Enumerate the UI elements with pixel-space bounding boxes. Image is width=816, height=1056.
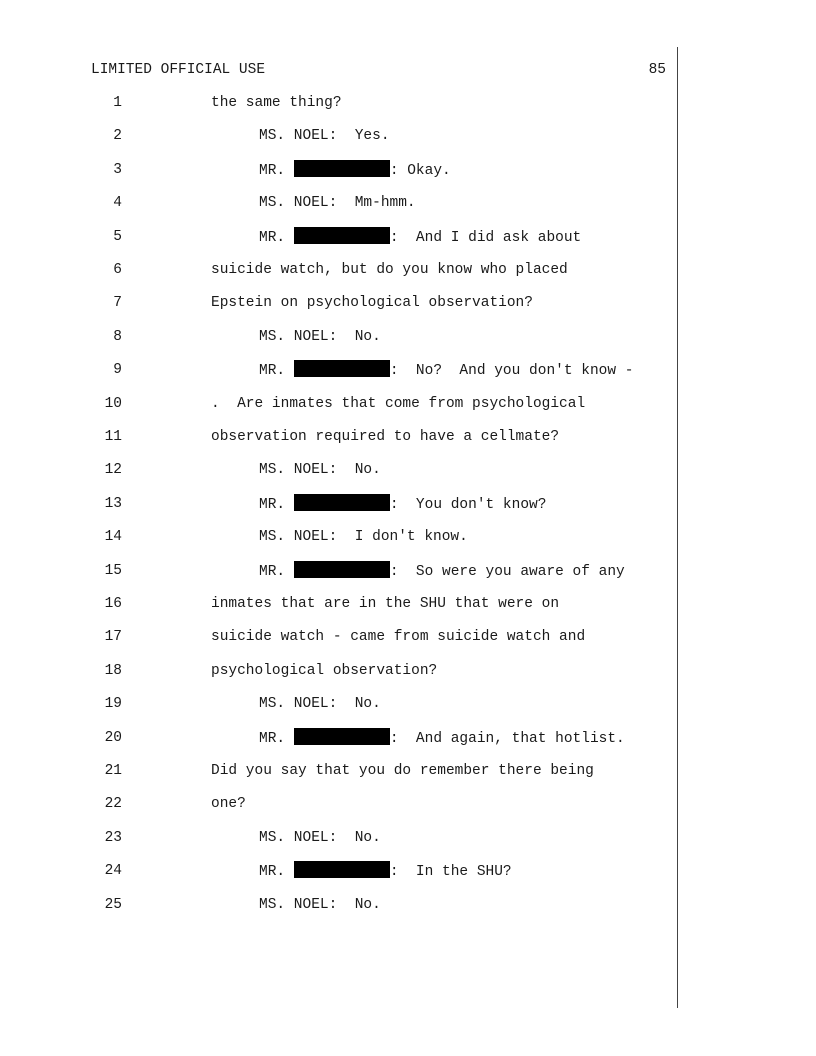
transcript-line xyxy=(0,861,816,881)
transcript-line xyxy=(0,895,816,915)
transcript-line xyxy=(0,828,816,848)
line-text xyxy=(259,160,451,181)
line-text xyxy=(259,193,416,213)
transcript-line xyxy=(0,594,816,614)
page-number: 85 xyxy=(648,62,666,78)
line-text-segment: MS. NOEL: Yes. xyxy=(259,128,390,145)
line-number: 12 xyxy=(104,462,122,479)
line-text-segment: . Are inmates that come from psychological xyxy=(211,395,586,412)
line-text-segment: MS. NOEL: I don't know. xyxy=(259,529,468,546)
line-number: 24 xyxy=(104,863,122,880)
classification-header: LIMITED OFFICIAL USE xyxy=(91,62,266,78)
line-number: 23 xyxy=(104,829,122,846)
line-number: 16 xyxy=(104,596,122,612)
line-text-segment: MR. xyxy=(259,864,294,881)
line-text xyxy=(211,661,437,681)
line-number: 17 xyxy=(104,629,122,646)
line-text xyxy=(259,828,381,848)
line-text xyxy=(211,260,568,280)
line-number: 4 xyxy=(113,195,122,212)
line-text-segment: MR. xyxy=(259,496,294,513)
line-text xyxy=(211,761,594,781)
redaction-block xyxy=(294,227,390,244)
line-number: 3 xyxy=(113,161,122,178)
line-number: 5 xyxy=(113,228,122,245)
line-text xyxy=(211,93,342,113)
transcript-line xyxy=(0,394,816,414)
line-text-segment: one? xyxy=(211,796,246,813)
transcript-line xyxy=(0,494,816,514)
line-text-segment: MR. xyxy=(259,229,294,246)
line-text-segment: MR. xyxy=(259,730,294,747)
line-text-segment: suicide watch, but do you know who placed xyxy=(211,262,568,278)
transcript-line xyxy=(0,460,816,480)
line-text xyxy=(211,427,559,447)
line-number: 8 xyxy=(113,328,122,345)
transcript-line xyxy=(0,93,816,113)
transcript-line xyxy=(0,561,816,581)
line-text xyxy=(259,694,381,714)
line-text-segment: MS. NOEL: No. xyxy=(259,328,381,345)
line-number: 15 xyxy=(104,562,122,579)
line-number: 2 xyxy=(113,128,122,145)
transcript-line xyxy=(0,527,816,547)
line-text-segment: : In the SHU? xyxy=(389,864,512,881)
line-number: 1 xyxy=(113,95,122,111)
line-text-segment: Did you say that you do remember there being xyxy=(211,763,594,779)
line-text xyxy=(211,627,585,647)
line-number: 13 xyxy=(104,495,122,512)
line-number: 21 xyxy=(104,763,122,779)
line-text xyxy=(259,360,633,381)
redaction-block xyxy=(294,728,390,745)
transcript-line xyxy=(0,694,816,714)
line-text-segment: MR. xyxy=(259,162,294,179)
line-text xyxy=(259,895,381,915)
transcript-line xyxy=(0,293,816,313)
transcript-line xyxy=(0,260,816,280)
line-number: 20 xyxy=(104,729,122,746)
line-number: 14 xyxy=(104,529,122,546)
redaction-block xyxy=(294,494,390,511)
transcript-line xyxy=(0,761,816,781)
line-number: 18 xyxy=(104,662,122,679)
line-number: 9 xyxy=(113,362,122,379)
line-number: 19 xyxy=(104,696,122,713)
line-text xyxy=(259,327,381,347)
transcript-line xyxy=(0,360,816,380)
transcript-line xyxy=(0,227,816,247)
line-text-segment: MR. xyxy=(259,363,294,380)
line-number: 6 xyxy=(113,262,122,278)
line-text xyxy=(259,227,581,248)
line-text xyxy=(259,861,512,882)
line-text-segment: MR. xyxy=(259,563,294,580)
line-text-segment: suicide watch - came from suicide watch and xyxy=(211,629,586,646)
line-text xyxy=(211,293,533,313)
line-text xyxy=(259,460,381,480)
line-text-segment: : Okay. xyxy=(389,162,451,179)
transcript-line xyxy=(0,160,816,180)
line-text-segment: the same thing? xyxy=(211,95,342,111)
line-text xyxy=(211,794,246,814)
line-text xyxy=(259,494,546,515)
line-text xyxy=(259,728,625,749)
line-text-segment: : No? And you don't know - xyxy=(389,363,634,380)
line-number: 10 xyxy=(104,395,122,412)
transcript-line xyxy=(0,627,816,647)
line-text xyxy=(259,561,625,582)
line-number: 11 xyxy=(104,429,122,445)
line-number: 22 xyxy=(104,796,122,813)
line-number: 7 xyxy=(113,295,122,312)
line-text-segment: observation required to have a cellmate? xyxy=(211,429,560,445)
line-text-segment: Epstein on psychological observation? xyxy=(211,295,533,312)
transcript-line xyxy=(0,427,816,447)
line-text-segment: MS. NOEL: No. xyxy=(259,462,381,479)
line-text-segment: : You don't know? xyxy=(389,496,547,513)
line-text-segment: MS. NOEL: No. xyxy=(259,829,381,846)
transcript-line xyxy=(0,661,816,681)
redaction-block xyxy=(294,861,390,878)
line-text xyxy=(211,594,559,614)
transcript-line xyxy=(0,126,816,146)
redaction-block xyxy=(294,360,390,377)
redaction-block xyxy=(294,561,390,578)
transcript-line xyxy=(0,728,816,748)
redaction-block xyxy=(294,160,390,177)
line-text-segment: MS. NOEL: No. xyxy=(259,896,381,913)
line-number: 25 xyxy=(104,896,122,913)
line-text-segment: : So were you aware of any xyxy=(389,563,625,580)
line-text-segment: : And again, that hotlist. xyxy=(389,730,625,747)
transcript-line xyxy=(0,327,816,347)
transcript-line xyxy=(0,794,816,814)
line-text-segment: psychological observation? xyxy=(211,662,438,679)
line-text xyxy=(211,394,585,414)
line-text-segment: MS. NOEL: Mm-hmm. xyxy=(259,195,416,212)
line-text-segment: : And I did ask about xyxy=(389,229,582,246)
line-text-segment: MS. NOEL: No. xyxy=(259,696,381,713)
line-text xyxy=(259,126,390,146)
line-text-segment: inmates that are in the SHU that were on xyxy=(211,596,560,612)
transcript-line xyxy=(0,193,816,213)
line-text xyxy=(259,527,468,547)
